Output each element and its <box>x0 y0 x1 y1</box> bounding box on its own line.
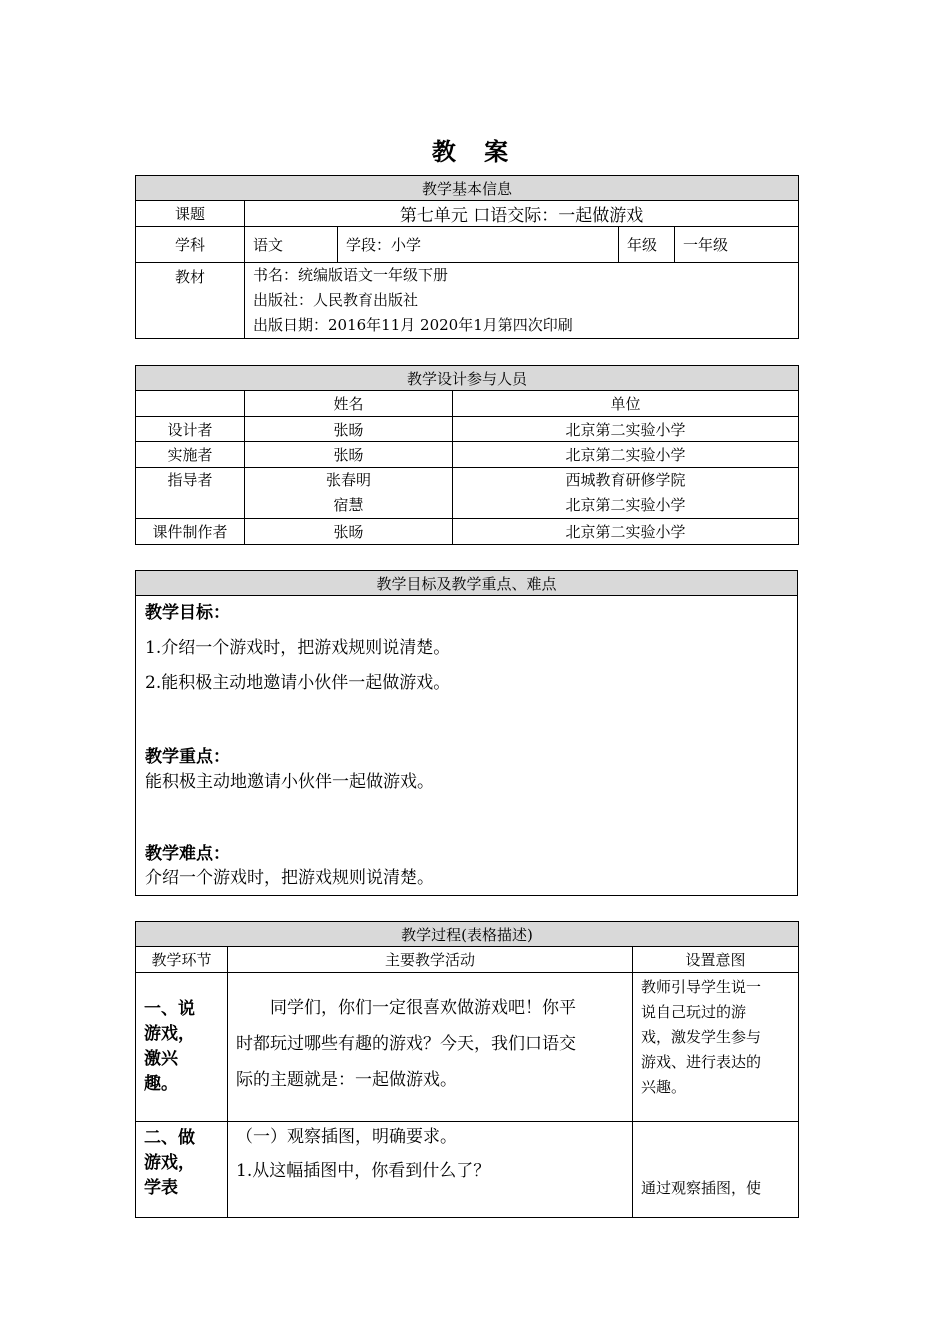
grade-value: 一年级 <box>675 227 799 263</box>
difficulty-text: 介绍一个游戏时，把游戏规则说清楚。 <box>145 868 434 888</box>
staff-name: 张旸 <box>245 442 453 468</box>
grade-label: 年级 <box>619 227 675 263</box>
stage-cell: 一、说 游戏， 激兴 趣。 <box>136 973 228 1122</box>
col-activity: 主要教学活动 <box>228 947 633 973</box>
goal-title: 教学目标： <box>145 603 230 623</box>
staff-unit: 北京第二实验小学 <box>453 442 799 468</box>
key-point-title: 教学重点： <box>145 747 230 767</box>
staff-role: 设计者 <box>136 417 245 442</box>
textbook-line: 出版日期：2016年11月 2020年1月第四次印刷 <box>253 316 573 334</box>
topic-value: 第七单元 口语交际：一起做游戏 <box>245 201 799 227</box>
topic-label: 课题 <box>136 201 245 227</box>
col-name: 姓名 <box>245 391 453 417</box>
process-table <box>135 921 799 1218</box>
page-title: 教 案 <box>431 137 519 166</box>
key-point-text: 能积极主动地邀请小伙伴一起做游戏。 <box>145 772 434 792</box>
basic-info-table <box>135 175 799 339</box>
textbook-label: 教材 <box>136 263 245 339</box>
staff-blank <box>136 391 245 417</box>
staff-unit: 西城教育研修学院 北京第二实验小学 <box>453 468 799 519</box>
col-stage: 教学环节 <box>136 947 228 973</box>
goal-item: 1.介绍一个游戏时，把游戏规则说清楚。 <box>145 638 451 658</box>
staff-table <box>135 365 799 545</box>
staff-name: 张春明 宿慧 <box>245 468 453 519</box>
col-intent: 设置意图 <box>633 947 799 973</box>
goals-table <box>135 570 798 896</box>
goals-header: 教学目标及教学重点、难点 <box>136 571 798 596</box>
subject-value: 语文 <box>245 227 338 263</box>
textbook-line: 书名：统编版语文一年级下册 <box>253 266 449 284</box>
goals-body <box>136 596 798 896</box>
textbook-info <box>245 263 799 339</box>
staff-name: 张旸 <box>245 417 453 442</box>
intent-cell: 教师引导学生说一 说自己玩过的游 戏，激发学生参与 游戏、进行表达的 兴趣。 <box>633 973 799 1122</box>
basic-info-header: 教学基本信息 <box>136 176 799 201</box>
intent-cell: 通过观察插图，使 <box>633 1122 799 1218</box>
staff-unit: 北京第二实验小学 <box>453 519 799 545</box>
subject-label: 学科 <box>136 227 245 263</box>
col-unit: 单位 <box>453 391 799 417</box>
textbook-line: 出版社：人民教育出版社 <box>253 291 419 309</box>
activity-cell: （一）观察插图，明确要求。 1.从这幅插图中，你看到什么了？ <box>228 1122 633 1218</box>
goal-item: 2.能积极主动地邀请小伙伴一起做游戏。 <box>145 673 451 693</box>
staff-unit: 北京第二实验小学 <box>453 417 799 442</box>
staff-role: 实施者 <box>136 442 245 468</box>
process-header: 教学过程(表格描述) <box>136 922 799 947</box>
difficulty-title: 教学难点： <box>145 844 230 864</box>
staff-role: 课件制作者 <box>136 519 245 545</box>
staff-name: 张旸 <box>245 519 453 545</box>
staff-header: 教学设计参与人员 <box>136 366 799 391</box>
activity-cell: 同学们，你们一定很喜欢做游戏吧！你平 时都玩过哪些有趣的游戏？今天，我们口语交 际的主题就是：一起做游戏。 <box>228 973 633 1122</box>
staff-role: 指导者 <box>136 468 245 519</box>
stage-text: 学段：小学 <box>338 227 619 263</box>
stage-cell: 二、做 游戏， 学表 <box>136 1122 228 1218</box>
